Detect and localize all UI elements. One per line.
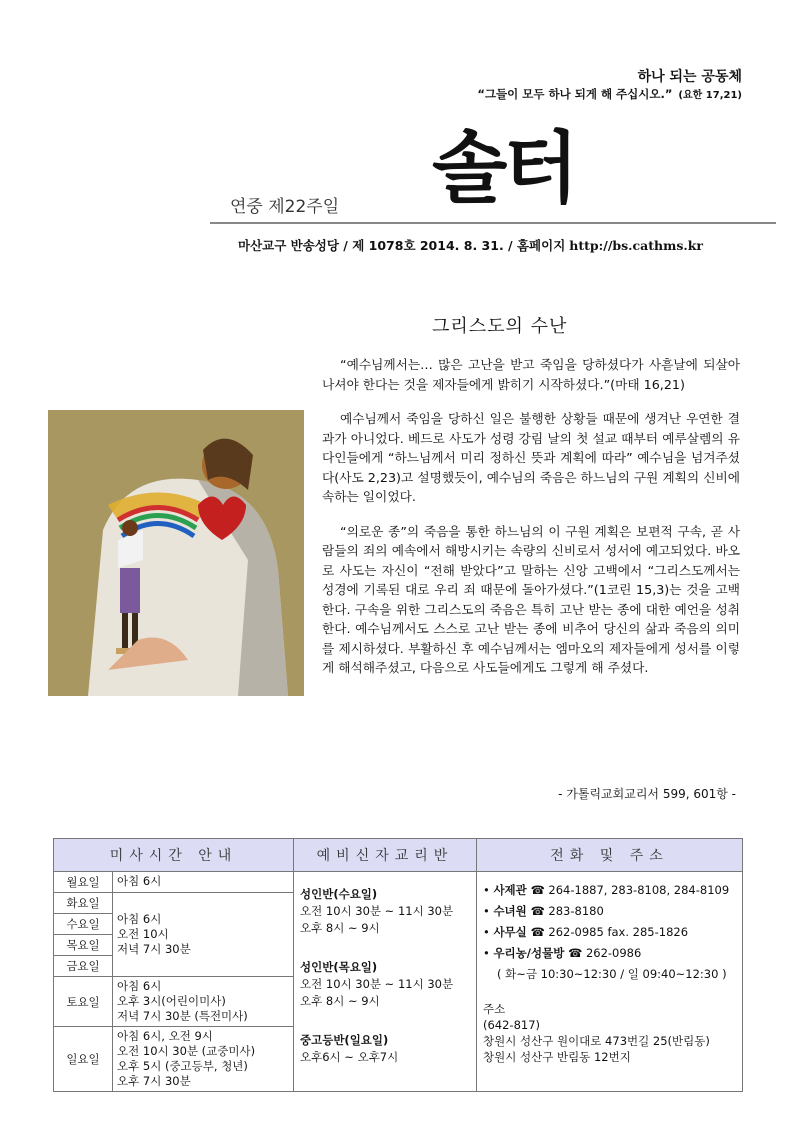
header-divider (210, 222, 776, 224)
time-line: 저녁 7시 30분 (특전미사) (117, 1009, 248, 1023)
catechism-time: 오전 10시 30분 ~ 11시 30분 (300, 904, 454, 918)
catechism-time: 오후 8시 ~ 9시 (300, 921, 380, 935)
time-line: 오후 7시 30분 (117, 1074, 191, 1088)
catechism-time: 오전 10시 30분 ~ 11시 30분 (300, 977, 454, 991)
day-wednesday: 수요일 (54, 914, 113, 935)
contact-item: • 사제관 ☎ 264-1887, 283-8108, 284-8109 (483, 883, 730, 897)
time-line: 아침 6시, 오전 9시 (117, 1029, 213, 1043)
illustration-jesus-heart (48, 410, 304, 696)
header-quote (477, 86, 742, 102)
contact-header: 전화 및 주소 (477, 839, 743, 872)
catechism-title: 성인반(수요일) (300, 887, 378, 901)
time-line: 오후 5시 (중고등부, 청년) (117, 1059, 248, 1073)
address-line: 창원시 성산구 원이대로 473번길 25(반림동) (483, 1034, 710, 1048)
time-line: 오전 10시 30분 (교중미사) (117, 1044, 256, 1058)
day-tuesday: 화요일 (54, 893, 113, 914)
homepage-link[interactable]: http://bs.cathms.kr (569, 238, 703, 253)
info-table (53, 838, 743, 1092)
article-paragraph: 예수님께서 죽임을 당하신 일은 불행한 상황들 때문에 생겨난 우연한 결과가 아니었다. 베드로 사도가 성령 강림 날의 첫 설교 때부터 예루살렘의 유다인들에게 “하느님께서 미리 정하신 뜻과 계획에 따라” 예수님을 넘겨주셨다(사도 2,23)고 설명했듯이, 예수님의 죽음은 하느님의 구원 계획의 신비에 속하는 일이었다. (322, 411, 740, 504)
time-line: 저녁 7시 30분 (117, 942, 191, 956)
day-saturday: 토요일 (54, 977, 113, 1027)
time-line: 아침 6시 (117, 912, 162, 926)
catechism-cell (294, 872, 477, 1092)
article-body (322, 355, 740, 693)
postal-code: (642-817) (483, 1018, 541, 1032)
saturday-times (113, 977, 294, 1027)
catechism-title: 성인반(목요일) (300, 960, 378, 974)
bulletin-logo: 솔터 (432, 123, 575, 214)
mass-header: 미사시간 안내 (54, 839, 294, 872)
day-friday: 금요일 (54, 956, 113, 977)
monday-times: 아침 6시 (113, 872, 294, 893)
office-hours: ( 화~금 10:30~12:30 / 일 09:40~12:30 ) (497, 967, 727, 981)
catechism-header: 예비신자교리반 (294, 839, 477, 872)
article-source: - 가톨릭교회교리서 599, 601항 - (558, 787, 736, 801)
issue-info (238, 236, 703, 254)
article-title: 그리스도의 수난 (432, 316, 568, 337)
address-line: 창원시 성산구 반림동 12번지 (483, 1050, 631, 1064)
article-paragraph: “예수님께서는… 많은 고난을 받고 죽임을 당하셨다가 사흗날에 되살아나셔야 한다는 것을 제자들에게 밝히기 시작하셨다.”(마태 16,21) (322, 357, 740, 392)
contact-cell (477, 872, 743, 1092)
catechism-time: 오후 8시 ~ 9시 (300, 994, 380, 1008)
contact-item: • 사무실 ☎ 262-0985 fax. 285-1826 (483, 925, 689, 939)
catechism-time: 오후6시 ~ 오후7시 (300, 1050, 399, 1064)
article-paragraph: “의로운 종”의 죽음을 통한 하느님의 이 구원 계획은 보편적 구속, 곧 사람들의 죄의 예속에서 해방시키는 속량의 신비로서 성서에 예고되었다. 바오로 사도는 자신이 “전해 받았다”고 말하는 신앙 고백에서 “그리스도께서는 성경에 기록된 대로 우리 죄 때문에 돌아가셨다.”(1코린 15,3)는 것을 고백한다. 구속을 위한 그리스도의 죽음은 특히 고난 받는 종에 대한 예언을 성취한다. 예수님께서도 스스로 고난 받는 종에 비추어 당신의 삶과 죽음의 의미를 제시하셨다. 부활하신 후 예수님께서는 엠마오의 제자들에게 성서를 이렇게 해석해주셨고, 다음으로 사도들에게도 그렇게 해 주셨다. (322, 523, 740, 675)
quote-text: “그들이 모두 하나 되게 해 주십시오.” (477, 87, 673, 101)
weekday-times (113, 893, 294, 977)
day-sunday: 일요일 (54, 1027, 113, 1092)
time-line: 아침 6시 (117, 979, 162, 993)
time-line: 오전 10시 (117, 927, 169, 941)
day-monday: 월요일 (54, 872, 113, 893)
contact-item: • 수녀원 ☎ 283-8180 (483, 904, 604, 918)
contact-item: • 우리농/성물방 ☎ 262-0986 (483, 946, 642, 960)
issue-text: 마산교구 반송성당 / 제 1078호 2014. 8. 31. / 홈페이지 (238, 238, 566, 253)
catechism-title: 중고등반(일요일) (300, 1033, 389, 1047)
quote-source: (요한 17,21) (678, 90, 742, 101)
sunday-times (113, 1027, 294, 1092)
liturgical-week: 연중 제22주일 (230, 197, 340, 217)
community-motto: 하나 되는 공동체 (637, 69, 742, 85)
time-line: 오후 3시(어린이미사) (117, 994, 226, 1008)
day-thursday: 목요일 (54, 935, 113, 956)
address-label: 주소 (483, 1002, 506, 1016)
